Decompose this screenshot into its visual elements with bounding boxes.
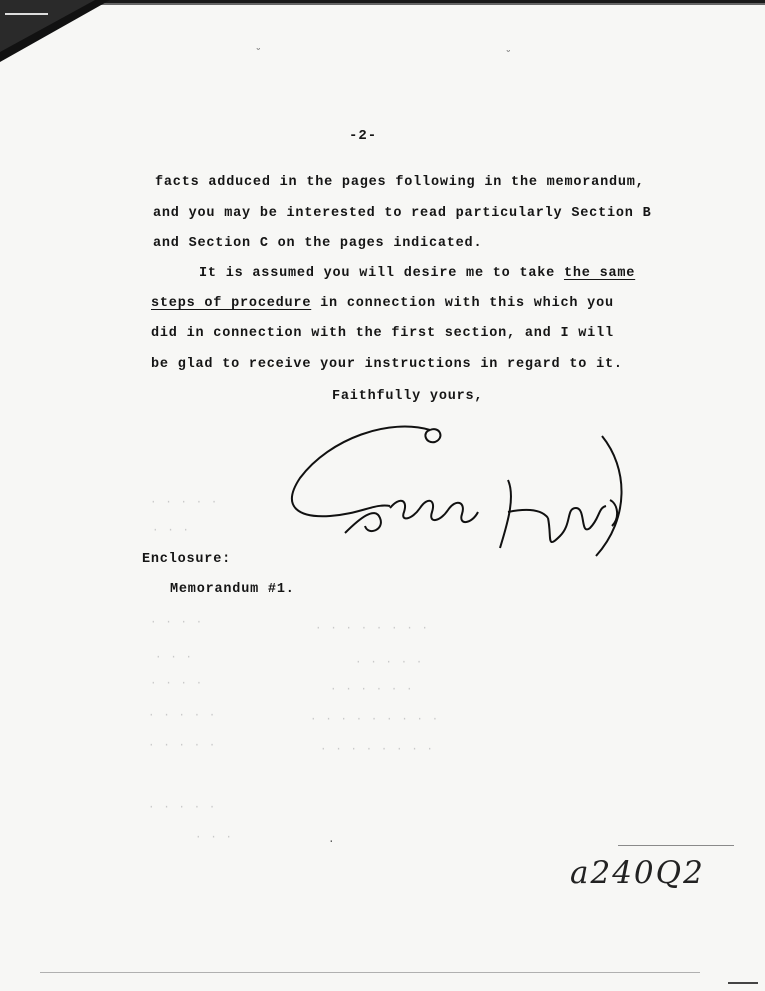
bleed-mark: ˘ <box>505 50 513 62</box>
body-line: did in connection with the first section, and I will <box>151 326 614 341</box>
divider-line <box>618 845 734 846</box>
bleed-through-text: · · · · <box>150 678 204 690</box>
bleed-through-text: · · · · · · · · <box>315 623 430 635</box>
bleed-through-text: · · · <box>152 525 191 537</box>
body-line: facts adduced in the pages following in the memorandum, <box>155 175 645 190</box>
bottom-edge-mark <box>728 982 758 984</box>
body-line: and you may be interested to read particularly Section B <box>153 206 652 221</box>
enclosure-label: Enclosure: <box>142 552 232 567</box>
signature-icon <box>280 408 640 568</box>
bleed-through-text: · · · · · · <box>330 684 414 696</box>
bleed-through-text: · · · · · · · · <box>320 744 435 756</box>
bleed-through-text: · · · <box>195 832 234 844</box>
bleed-through-text: · · · · · <box>148 802 217 814</box>
bottom-edge-line <box>40 972 700 973</box>
bleed-mark: ˘ <box>255 48 263 60</box>
bleed-through-text: · · · · · <box>148 740 217 752</box>
body-text: in connection with this which you <box>311 296 614 311</box>
bleed-through-text: · · · · · · · · · <box>310 714 440 726</box>
body-line: and Section C on the pages indicated. <box>153 236 483 251</box>
bleed-through-text: . <box>328 834 336 846</box>
closing: Faithfully yours, <box>332 389 484 404</box>
page-number: -2- <box>349 128 378 144</box>
folded-corner-icon <box>0 0 120 70</box>
bleed-through-text: · · · · · <box>355 657 424 669</box>
body-line: be glad to receive your instructions in regard to it. <box>151 357 623 372</box>
bleed-through-text: · · · <box>155 652 194 664</box>
archive-number: a240Q2 <box>570 855 705 891</box>
underlined-text: the same <box>563 266 636 281</box>
body-text: It is assumed you will desire me to take <box>199 266 564 281</box>
underlined-text: steps of procedure <box>151 296 312 311</box>
enclosure-item: Memorandum #1. <box>170 582 295 597</box>
bleed-through-text: · · · · · <box>148 710 217 722</box>
body-line <box>199 266 635 281</box>
body-line <box>151 296 614 311</box>
bleed-through-text: · · · · <box>150 617 204 629</box>
bleed-through-text: · · · · · <box>150 497 219 509</box>
